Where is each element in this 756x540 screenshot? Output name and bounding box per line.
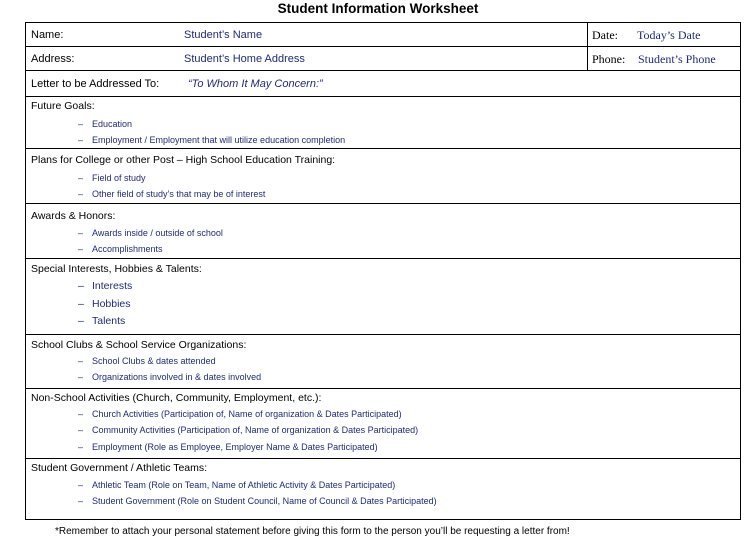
worksheet-form xyxy=(25,22,741,520)
date-field[interactable]: Today’s Date xyxy=(637,28,701,42)
section-interests-hobbies xyxy=(26,259,740,335)
list-item: – Accomplishments xyxy=(78,244,163,255)
section-student-government xyxy=(26,459,740,521)
section-title: Plans for College or other Post – High School Education Training: xyxy=(31,154,336,166)
section-awards-honors xyxy=(26,204,740,259)
address-row xyxy=(26,47,740,71)
section-future-goals xyxy=(26,97,740,149)
list-item: – Education xyxy=(78,119,133,129)
list-item: – Awards inside / outside of school xyxy=(78,228,223,238)
footer-note: *Remember to attach your personal statement before giving this form to the person you’ll be requesting a letter from! xyxy=(55,526,570,537)
address-field[interactable]: Student’s Home Address xyxy=(184,53,305,65)
address-label: Address: xyxy=(31,53,75,65)
phone-label: Phone: xyxy=(592,52,626,66)
list-item: – School Clubs & dates attended xyxy=(78,356,216,366)
name-label: Name: xyxy=(31,29,64,41)
date-label: Date: xyxy=(592,28,618,42)
list-item: – Organizations involved in & dates involved xyxy=(78,372,262,383)
section-title: Awards & Honors: xyxy=(31,210,116,222)
section-school-clubs xyxy=(26,335,740,389)
list-item: – Field of study xyxy=(78,173,146,183)
list-item: – Talents xyxy=(78,315,126,327)
section-title: Future Goals: xyxy=(31,100,95,112)
list-item: – Employment (Role as Employee, Employer Name & Dates Participated) xyxy=(78,441,378,452)
list-item: – Hobbies xyxy=(78,297,131,310)
addressed-to-row xyxy=(26,71,740,97)
list-item: – Church Activities (Participation of, Name of organization & Dates Participated) xyxy=(78,409,402,419)
phone-field[interactable]: Student’s Phone xyxy=(638,52,716,66)
section-title: Student Government / Athletic Teams: xyxy=(31,462,208,474)
section-non-school-activities xyxy=(26,389,740,459)
list-item: – Athletic Team (Role on Team, Name of Athletic Activity & Dates Participated) xyxy=(78,480,396,490)
section-title: Special Interests, Hobbies & Talents: xyxy=(31,263,202,275)
page-title: Student Information Worksheet xyxy=(277,1,479,16)
section-title: Non-School Activities (Church, Community, Employment, etc.): xyxy=(31,392,322,404)
list-item: – Community Activities (Participation of, Name of organization & Dates Participated) xyxy=(78,425,419,436)
header-divider xyxy=(587,23,588,71)
list-item: – Employment / Employment that will utilize education completion xyxy=(78,135,346,146)
list-item: – Other field of study’s that may be of interest xyxy=(78,189,266,200)
list-item: – Interests xyxy=(78,280,133,292)
name-row xyxy=(26,23,740,47)
list-item: – Student Government (Role on Student Council, Name of Council & Dates Participated) xyxy=(78,496,437,507)
section-title: School Clubs & School Service Organizations: xyxy=(31,339,247,351)
addressed-to-label: Letter to be Addressed To: xyxy=(31,78,160,90)
name-field[interactable]: Student’s Name xyxy=(184,29,263,41)
section-college-plans xyxy=(26,149,740,204)
addressed-to-field[interactable]: “To Whom It May Concern:” xyxy=(188,78,323,90)
